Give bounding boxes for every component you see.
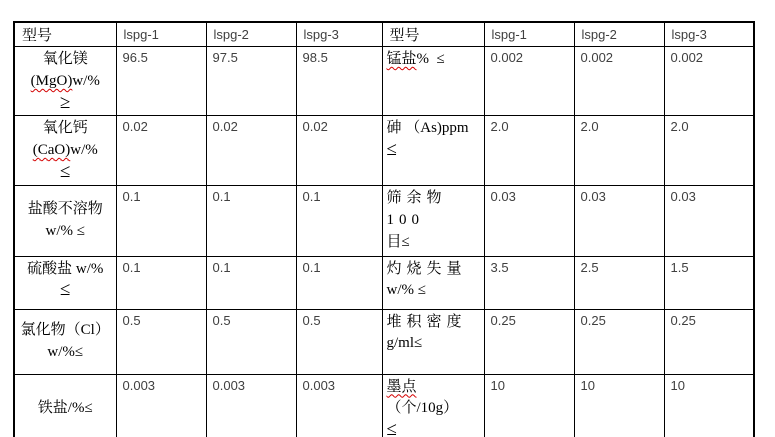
spec-row-1	[14, 47, 754, 116]
param-left-2	[14, 116, 116, 186]
param-line	[19, 221, 112, 243]
param-text: w/% ≤	[45, 223, 85, 240]
param-text: 筛余物 100	[386, 190, 456, 229]
param-line	[387, 232, 480, 254]
header-lspg1-left: lspg-1	[116, 22, 206, 47]
value-cell: 3.5	[484, 256, 574, 309]
spellcheck-squiggle-text: 墨点	[386, 378, 417, 395]
param-line	[19, 320, 112, 342]
value-cell: 2.5	[574, 256, 664, 309]
param-line	[19, 49, 112, 71]
spellcheck-squiggle-text: (CaO)	[32, 142, 71, 159]
param-text: g/ml≤	[386, 335, 423, 352]
param-text: 堆积密度	[386, 313, 467, 330]
value-cell: 0.003	[296, 374, 382, 437]
spec-row-3	[14, 186, 754, 256]
value-cell: 0.1	[116, 256, 206, 309]
header-lspg1-right: lspg-1	[484, 22, 574, 47]
value-cell: 0.03	[484, 186, 574, 256]
param-text: 目≤	[386, 233, 410, 250]
value-cell: 0.02	[116, 116, 206, 186]
param-text: 氧化钙	[42, 120, 88, 137]
param-line	[19, 280, 112, 301]
value-cell: 0.5	[296, 309, 382, 374]
spellcheck-squiggle-text: 锰盐	[386, 51, 417, 67]
param-right-5	[382, 309, 484, 374]
value-cell: 2.0	[484, 116, 574, 186]
value-cell: 0.25	[664, 309, 754, 374]
value-cell: 0.003	[206, 374, 296, 437]
value-cell: 0.003	[116, 374, 206, 437]
param-right-1	[382, 47, 484, 116]
spellcheck-squiggle-text: (MgO)	[30, 72, 73, 89]
header-row	[14, 22, 754, 47]
param-line	[19, 398, 112, 420]
param-line	[387, 312, 480, 334]
header-lspg3-right: lspg-3	[664, 22, 754, 47]
value-cell: 1.5	[664, 256, 754, 309]
value-cell: 0.1	[206, 186, 296, 256]
param-text: 铁盐/%≤	[37, 399, 93, 416]
param-text: w/%≤	[47, 343, 84, 360]
value-cell: 0.1	[206, 256, 296, 309]
value-cell: 0.02	[206, 116, 296, 186]
param-left-1	[14, 47, 116, 116]
param-line	[387, 259, 480, 281]
spec-row-5	[14, 309, 754, 374]
header-lspg3-left: lspg-3	[296, 22, 382, 47]
param-text: ≤	[60, 160, 71, 182]
header-lspg2-left: lspg-2	[206, 22, 296, 47]
header-model-left: 型号	[14, 22, 116, 47]
param-text: 氧化镁	[42, 51, 88, 67]
spec-row-2	[14, 116, 754, 186]
value-cell: 0.03	[664, 186, 754, 256]
spec-row-4	[14, 256, 754, 309]
param-line	[19, 71, 112, 93]
param-line	[387, 188, 480, 232]
param-line	[19, 118, 112, 140]
param-left-5	[14, 309, 116, 374]
param-line	[19, 259, 112, 281]
param-line	[19, 199, 112, 221]
value-cell: 0.03	[574, 186, 664, 256]
value-cell: 2.0	[664, 116, 754, 186]
value-cell: 0.002	[664, 47, 754, 116]
param-text: % ≤	[416, 51, 445, 67]
param-text: 灼烧失量	[386, 260, 467, 277]
param-right-2	[382, 116, 484, 186]
param-left-3	[14, 186, 116, 256]
param-text: 盐酸不溶物	[27, 201, 103, 218]
param-text: ≥	[60, 91, 71, 113]
param-line	[19, 342, 112, 364]
param-left-4	[14, 256, 116, 309]
spec-row-6	[14, 374, 754, 437]
param-line	[387, 280, 480, 302]
value-cell: 97.5	[206, 47, 296, 116]
param-line	[387, 49, 480, 71]
value-cell: 0.5	[116, 309, 206, 374]
value-cell: 0.02	[296, 116, 382, 186]
value-cell: 10	[664, 374, 754, 437]
param-text: 硫酸盐 w/%	[27, 260, 104, 277]
param-line	[387, 420, 480, 437]
param-line	[387, 333, 480, 355]
param-line	[387, 377, 480, 421]
header-lspg2-right: lspg-2	[574, 22, 664, 47]
spec-table	[13, 21, 755, 437]
param-text: 氯化物（Cl）	[20, 321, 110, 338]
param-text: w/%	[70, 142, 98, 159]
value-cell: 0.002	[484, 47, 574, 116]
value-cell: 0.25	[574, 309, 664, 374]
value-cell: 0.002	[574, 47, 664, 116]
param-text: 砷 （As)ppm	[386, 120, 469, 137]
value-cell: 2.0	[574, 116, 664, 186]
value-cell: 0.1	[116, 186, 206, 256]
param-text: （个/10g）	[386, 400, 459, 417]
param-right-4	[382, 256, 484, 309]
param-line	[19, 140, 112, 162]
value-cell: 10	[574, 374, 664, 437]
param-right-3	[382, 186, 484, 256]
param-text: ≤	[386, 139, 397, 161]
param-line	[19, 93, 112, 114]
value-cell: 96.5	[116, 47, 206, 116]
param-right-6	[382, 374, 484, 437]
header-model-right: 型号	[382, 22, 484, 47]
value-cell: 10	[484, 374, 574, 437]
value-cell: 0.1	[296, 256, 382, 309]
value-cell: 0.1	[296, 186, 382, 256]
param-line	[19, 162, 112, 183]
value-cell: 98.5	[296, 47, 382, 116]
value-cell: 0.25	[484, 309, 574, 374]
param-text: ≤	[386, 419, 397, 437]
param-text: w/% ≤	[386, 282, 426, 299]
param-line	[387, 140, 480, 161]
value-cell: 0.5	[206, 309, 296, 374]
param-line	[387, 118, 480, 140]
param-text: ≤	[60, 279, 71, 301]
param-left-6	[14, 374, 116, 437]
param-text: w/%	[72, 72, 100, 89]
